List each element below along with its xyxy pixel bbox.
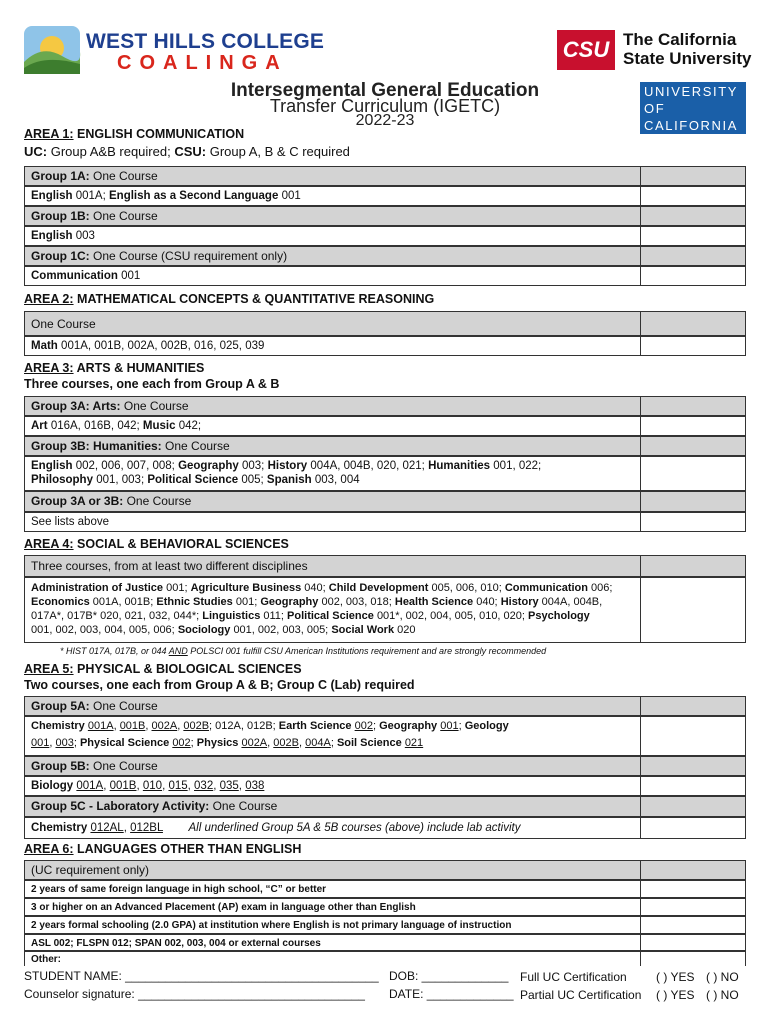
- full-cert-no-checkbox[interactable]: ( ) NO: [706, 970, 739, 984]
- group-5a-courses: Chemistry 001A, 001B, 002A, 002B; 012A, 012B; Earth Science 002; Geography 001; Geology 001, 003; Physical Science 002; Physics 002A, 002B, 004A; Soil Science 021: [24, 716, 746, 756]
- area4-footnote: * HIST 017A, 017B, or 044 AND POLSCI 001 fulfill CSU American Institutions requirement and are strongly recommended: [60, 646, 547, 656]
- area6-header: (UC requirement only): [24, 860, 746, 880]
- area2-heading: AREA 2: MATHEMATICAL CONCEPTS & QUANTITATIVE REASONING: [24, 292, 435, 306]
- group-5a-header: Group 5A: One Course: [24, 696, 746, 716]
- area6-option-3: 2 years formal schooling (2.0 GPA) at institution where English is not primary language of instruction: [24, 916, 746, 934]
- group-5b-courses: Biology 001A, 001B, 010, 015, 032, 035, 038: [24, 776, 746, 796]
- group-3ab-header: Group 3A or 3B: One Course: [24, 491, 746, 512]
- hills-logo-icon: [22, 22, 82, 80]
- date-field[interactable]: DATE: _____________: [389, 987, 514, 1001]
- area5-heading: AREA 5: PHYSICAL & BIOLOGICAL SCIENCES: [24, 662, 302, 676]
- campus-name: COALINGA: [117, 52, 288, 74]
- area6-option-2: 3 or higher on an Advanced Placement (AP) exam in language other than English: [24, 898, 746, 916]
- dob-field[interactable]: DOB: _____________: [389, 969, 509, 983]
- group-1a-courses: English 001A; English as a Second Language 001: [24, 186, 746, 206]
- west-hills-logo: [22, 22, 325, 80]
- area5-requirement: Two courses, one each from Group A & B; Group C (Lab) required: [24, 678, 415, 692]
- group-3b-courses: English 002, 006, 007, 008; Geography 003; History 004A, 004B, 020, 021; Humanities 001, 022; Philosophy 001, 003; Political Science 005; Spanish 003, 004: [24, 456, 746, 491]
- group-1a-header: Group 1A: One Course: [24, 166, 746, 186]
- area6-option-other: Other:: [24, 951, 746, 966]
- partial-cert-no-checkbox[interactable]: ( ) NO: [706, 988, 739, 1002]
- page-title: Intersegmental General Education: [230, 80, 540, 101]
- area4-header: Three courses, from at least two different disciplines: [24, 555, 746, 577]
- csu-name: The California State University: [623, 30, 752, 68]
- counselor-signature-field[interactable]: Counselor signature: __________________________________: [24, 987, 365, 1001]
- group-5c-courses: Chemistry 012AL, 012BL All underlined Group 5A & 5B courses (above) include lab activity: [24, 817, 746, 839]
- area4-courses: Administration of Justice 001; Agriculture Business 040; Child Development 005, 006, 010; Communication 006; Economics 001A, 001B; Ethnic Studies 001; Geography 002, 003, 018; Health Science 040; History 004A, 004B, 017A*, 017B* 020, 021, 032, 044*; Linguistics 011; Political Science 001*, 002, 004, 005, 010, 020; Psychology 001, 002, 003, 004, 005, 006; Sociology 001, 002, 003, 005; Social Work 020: [24, 577, 746, 643]
- group-1c-courses: Communication 001: [24, 266, 746, 286]
- group-5b-header: Group 5B: One Course: [24, 756, 746, 776]
- group-1c-header: Group 1C: One Course (CSU requirement only): [24, 246, 746, 266]
- area3-heading: AREA 3: ARTS & HUMANITIES: [24, 361, 205, 375]
- group-3b-header: Group 3B: Humanities: One Course: [24, 436, 746, 456]
- csu-badge: CSU: [557, 30, 615, 70]
- group-3ab-courses: See lists above: [24, 512, 746, 532]
- area1-requirement: UC: Group A&B required; CSU: Group A, B & C required: [24, 144, 350, 159]
- partial-uc-certification-label: Partial UC Certification: [520, 988, 642, 1002]
- academic-year: 2022-23: [355, 112, 415, 129]
- group-1b-courses: English 003: [24, 226, 746, 246]
- group-3a-header: Group 3A: Arts: One Course: [24, 396, 746, 416]
- college-name: WEST HILLS COLLEGE: [86, 30, 325, 53]
- area3-requirement: Three courses, one each from Group A & B: [24, 377, 280, 391]
- area2-header: One Course: [24, 311, 746, 336]
- full-cert-yes-checkbox[interactable]: ( ) YES: [656, 970, 695, 984]
- full-uc-certification-label: Full UC Certification: [520, 970, 627, 984]
- uc-logo: UNIVERSITY OF CALIFORNIA: [640, 82, 746, 134]
- group-1b-header: Group 1B: One Course: [24, 206, 746, 226]
- group-3a-courses: Art 016A, 016B, 042; Music 042;: [24, 416, 746, 436]
- area6-option-1: 2 years of same foreign language in high school, “C” or better: [24, 880, 746, 898]
- area6-option-4: ASL 002; FLSPN 012; SPAN 002, 003, 004 or external courses: [24, 934, 746, 951]
- area2-courses: Math 001A, 001B, 002A, 002B, 016, 025, 039: [24, 336, 746, 356]
- partial-cert-yes-checkbox[interactable]: ( ) YES: [656, 988, 695, 1002]
- area4-heading: AREA 4: SOCIAL & BEHAVIORAL SCIENCES: [24, 537, 289, 551]
- student-name-field[interactable]: STUDENT NAME: ______________________________________: [24, 969, 379, 983]
- area6-heading: AREA 6: LANGUAGES OTHER THAN ENGLISH: [24, 842, 302, 856]
- page-subtitle: Transfer Curriculum (IGETC): [269, 96, 501, 116]
- area1-heading: AREA 1: ENGLISH COMMUNICATION: [24, 127, 245, 141]
- csu-logo: [557, 30, 757, 74]
- group-5c-header: Group 5C - Laboratory Activity: One Course: [24, 796, 746, 817]
